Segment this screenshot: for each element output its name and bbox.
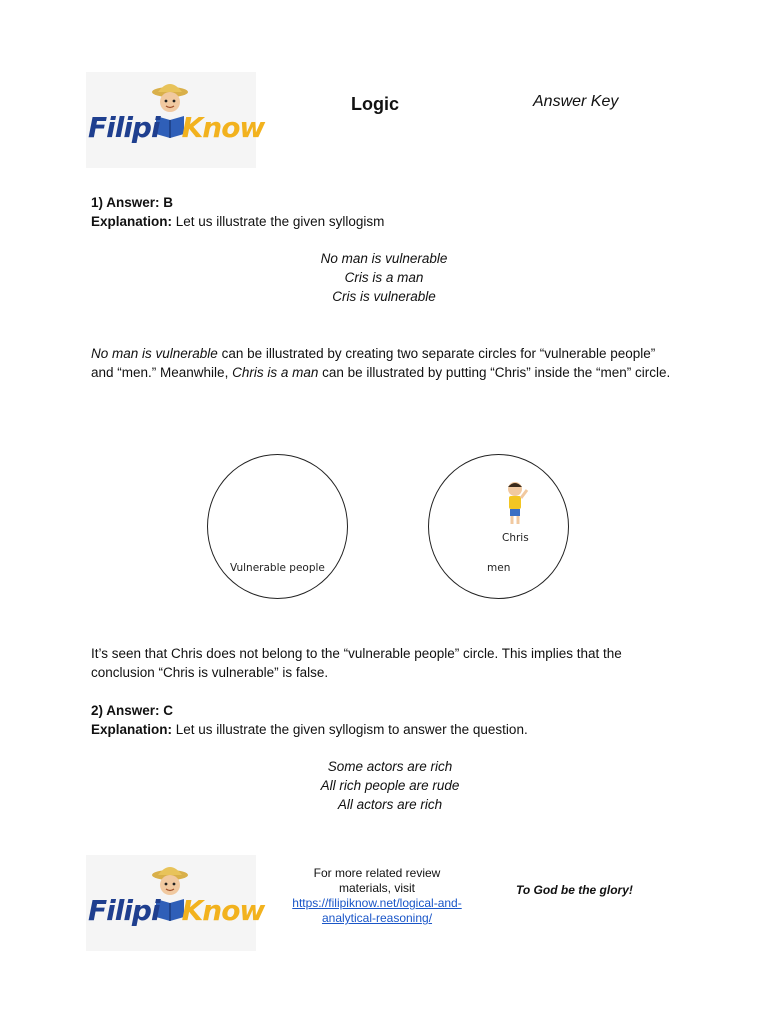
footer-link-line[interactable]: https://filipiknow.net/logical-and- — [292, 896, 462, 910]
footer-related-line: materials, visit — [338, 881, 415, 895]
q1-paragraph — [91, 344, 681, 382]
q1-syllogism-line: Cris is a man — [344, 270, 424, 285]
q2-answer-heading: 2) Answer: C — [91, 703, 174, 718]
q1-syllogism-line: Cris is vulnerable — [332, 289, 436, 304]
filipiknow-logo — [86, 72, 265, 168]
q1-explanation-label: Explanation: — [91, 214, 173, 229]
q2-syllogism-line: Some actors are rich — [327, 759, 453, 774]
boy-figure-icon — [500, 479, 530, 527]
q1-answer-heading: 1) Answer: B — [91, 195, 174, 210]
chris-label: Chris — [502, 532, 529, 544]
footer-logo-word-right: Know — [181, 894, 265, 927]
q2-explanation-label: Explanation: — [91, 722, 173, 737]
vulnerable-people-circle — [207, 454, 348, 599]
q1-para-text-2: can be illustrated by putting “Chris” inside the “men” circle. — [318, 365, 671, 380]
logo-word-left: Filipi — [88, 111, 160, 144]
footer-link-line[interactable]: analytical-reasoning/ — [321, 911, 433, 925]
q2-explanation — [91, 720, 681, 739]
men-label: men — [487, 562, 511, 574]
footer-logo-wordmark — [86, 891, 265, 931]
q1-conclusion: It’s seen that Chris does not belong to the “vulnerable people” circle. This implies that the conclusion “Chris is vulnerable” is false. — [91, 646, 622, 680]
logo-word-right: Know — [181, 111, 265, 144]
q2-section — [91, 701, 681, 739]
q1-para-text-1: can be illustrated by creating two separate circles for “vulnerable people” and “men.” Meanwhile, — [91, 346, 656, 380]
page-title: Logic — [351, 94, 399, 114]
q2-syllogism — [240, 757, 540, 814]
footer-glory: To God be the glory! — [516, 883, 633, 897]
q1-para-italic-1: No man is vulnerable — [91, 346, 218, 361]
q1-syllogism-line: No man is vulnerable — [320, 251, 448, 266]
footer-link[interactable] — [277, 896, 477, 926]
men-circle — [428, 454, 569, 599]
page-subtitle: Answer Key — [533, 93, 619, 110]
q1-syllogism — [234, 249, 534, 306]
q1-para-italic-2: Chris is a man — [232, 365, 319, 380]
q1-explanation — [91, 212, 681, 231]
q2-explanation-text: Let us illustrate the given syllogism to answer the question. — [172, 722, 528, 737]
logo-wordmark — [86, 108, 265, 148]
vulnerable-people-label: Vulnerable people — [230, 562, 325, 574]
q2-syllogism-line: All actors are rich — [337, 797, 443, 812]
q2-syllogism-line: All rich people are rude — [320, 778, 460, 793]
footer-logo-word-left: Filipi — [88, 894, 160, 927]
footer-related-line: For more related review — [313, 866, 441, 880]
footer-related — [277, 866, 477, 926]
footer-filipiknow-logo — [86, 855, 265, 951]
q1-explanation-text: Let us illustrate the given syllogism — [172, 214, 385, 229]
q1-section — [91, 193, 681, 231]
